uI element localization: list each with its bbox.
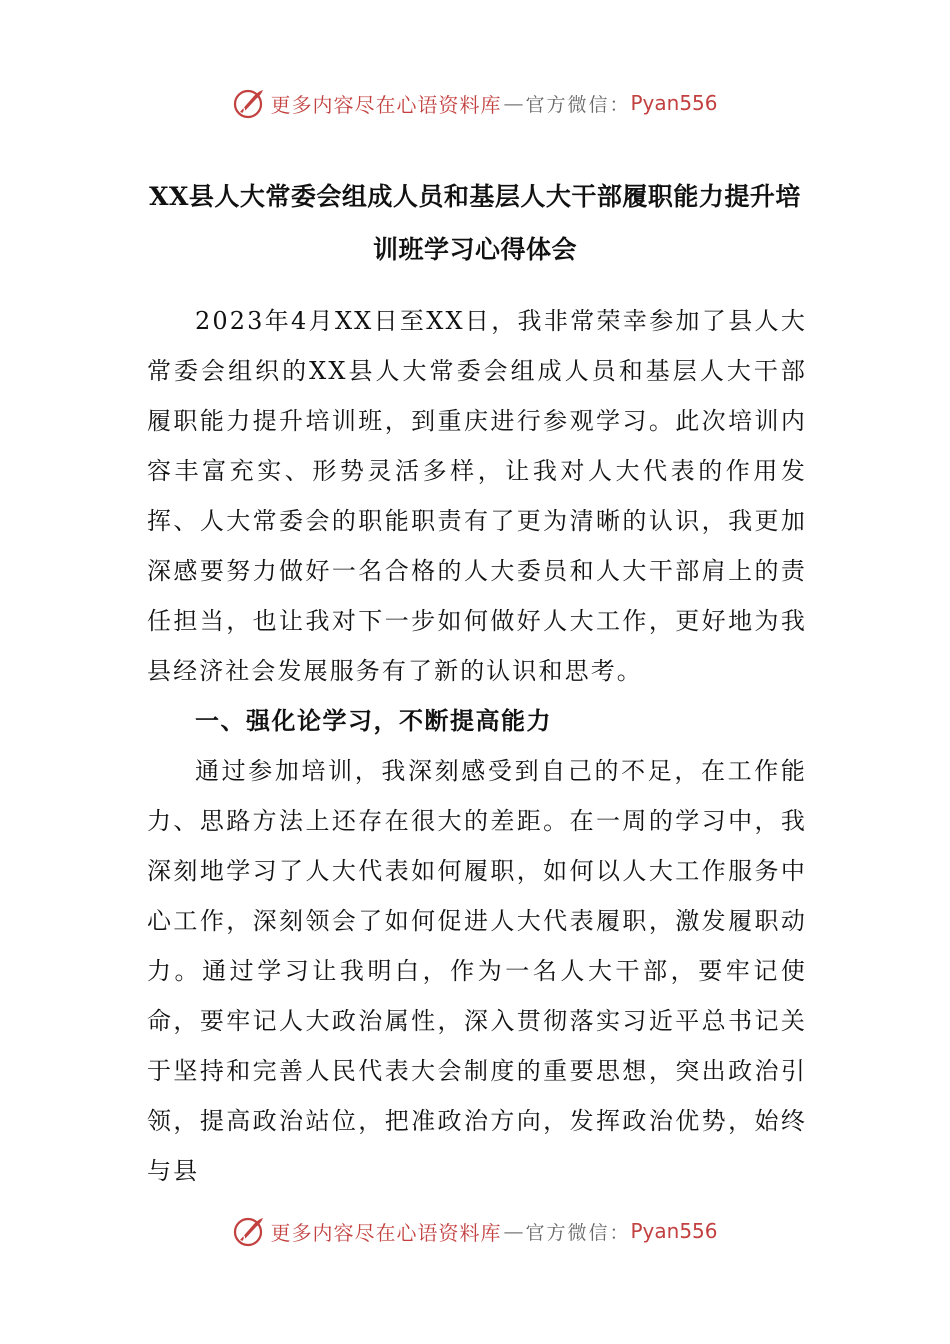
watermark-brand: 更多内容尽在心语资料库 [270,1220,502,1245]
section-heading: 一、强化论学习，不断提高能力 [195,706,552,735]
document-title: XX县人大常委会组成人员和基层人大干部履职能力提升培训班学习心得体会 [149,182,801,264]
footer-watermark [0,1211,950,1251]
intro-paragraph: 2023年4月XX日至XX日，我非常荣幸参加了县人大常委会组织的XX县人大常委会组成人员和基层人大干部履职能力提升培训班，到重庆进行参观学习。此次培训内容丰富充实、形势灵活多样，让我对人大代表的作用发挥、人大常委会的职能职责有了更为清晰的认识，我更加深感要努力做好一名合格的人大委员和人大干部肩上的责任担当，也让我对下一步如何做好人大工作，更好地为我县经济社会发展服务有了新的认识和思考。 [147,307,807,685]
watermark-separator: — [503,1219,524,1243]
header-watermark [0,83,950,123]
quill-pen-seal-icon [232,1214,266,1248]
watermark-wechat-label: 官方微信： [525,1221,631,1244]
watermark-wechat-id: Pyan556 [630,1219,718,1243]
watermark-separator: — [503,91,524,115]
watermark-wechat-id: Pyan556 [630,91,718,115]
quill-pen-seal-icon [232,86,266,120]
watermark-brand: 更多内容尽在心语资料库 [270,92,502,117]
document-body [147,296,807,1196]
section-paragraph: 通过参加培训，我深刻感受到自己的不足，在工作能力、思路方法上还存在很大的差距。在一周的学习中，我深刻地学习了人大代表如何履职，如何以人大工作服务中心工作，深刻领会了如何促进人大代表履职，激发履职动力。通过学习让我明白，作为一名人大干部，要牢记使命，要牢记人大政治属性，深入贯彻落实习近平总书记关于坚持和完善人民代表大会制度的重要思想，突出政治引领，提高政治站位，把准政治方向，发挥政治优势，始终与县 [147,757,807,1185]
watermark-wechat-label: 官方微信： [525,93,631,116]
